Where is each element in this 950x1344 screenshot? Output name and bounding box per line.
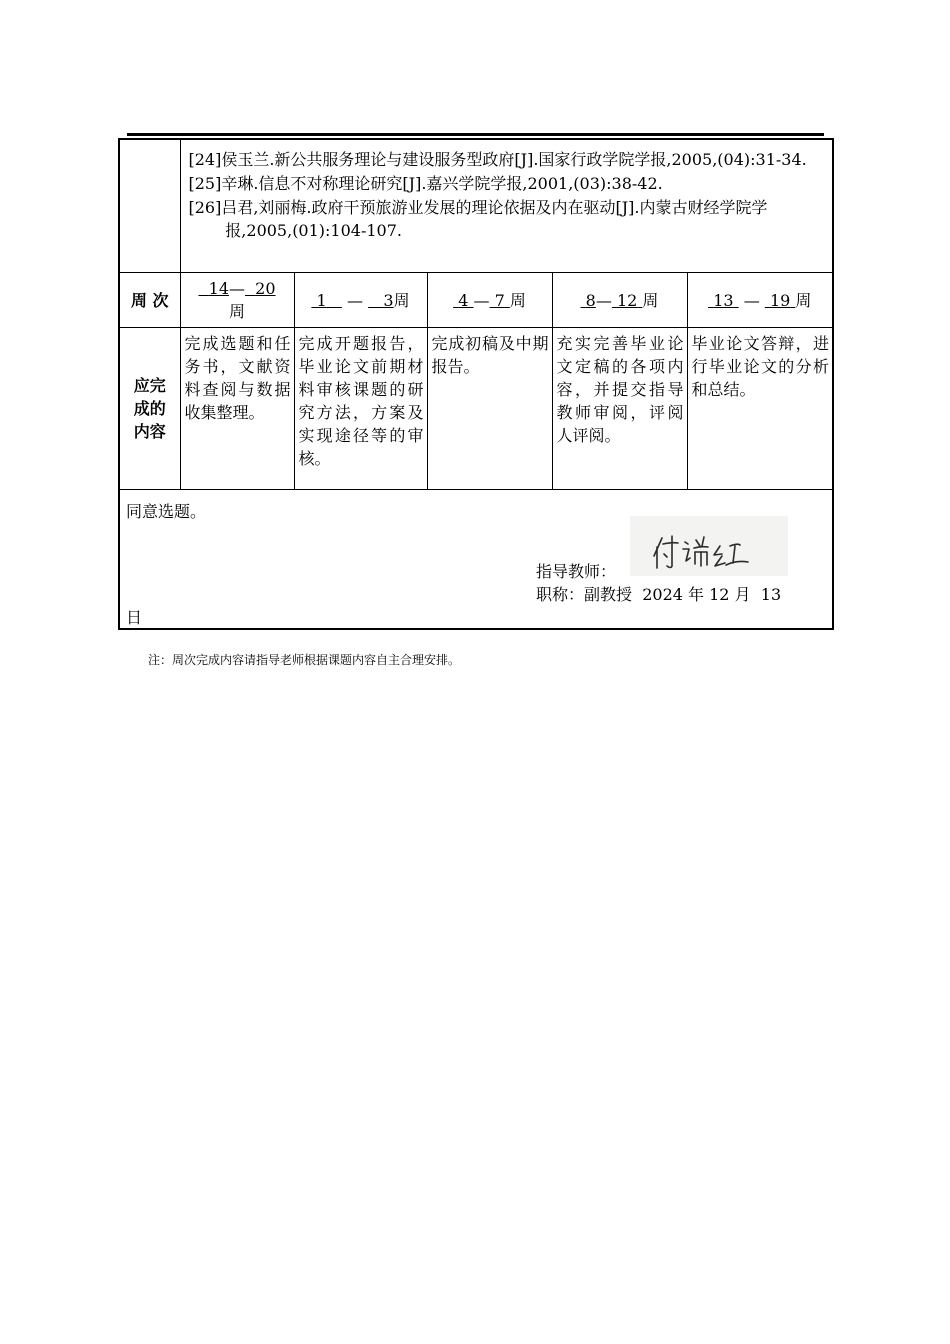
title-label: 职称： (536, 585, 585, 604)
week-range-1: 14— 20 周 (180, 273, 294, 328)
week-end: 12 (616, 290, 638, 310)
week-unit: 周 (228, 302, 245, 321)
content-row (119, 328, 833, 490)
advisor-label: 指导教师： (536, 562, 617, 581)
references-label-cell (119, 139, 180, 273)
references-row (119, 139, 833, 273)
week-range-4: 8— 12 周 (552, 273, 687, 328)
opinion-row (119, 490, 833, 630)
week-unit: 周 (795, 290, 812, 310)
week-unit: 周 (509, 290, 526, 310)
content-header: 应完 成的 内容 (119, 328, 180, 490)
week-range-5: 13 — 19 周 (687, 273, 833, 328)
week-end: 3 (383, 290, 394, 310)
week-end: 20 (255, 279, 276, 298)
week-end: 7 (494, 290, 505, 310)
title-value: 副教授 (584, 585, 633, 604)
top-rule (127, 133, 824, 136)
week-unit: 周 (393, 290, 410, 310)
week-start: 13 (713, 290, 734, 310)
week-end: 19 (769, 290, 791, 310)
content-cell-3: 完成初稿及中期报告。 (427, 328, 552, 490)
week-unit: 周 (642, 290, 659, 310)
week-range-3: 4 — 7 周 (427, 273, 552, 328)
content-cell-5: 毕业论文答辩，进行毕业论文的分析和总结。 (687, 328, 833, 490)
week-start: 4 (458, 290, 469, 310)
signature-image (630, 516, 788, 576)
week-range-2: 1 — 3周 (294, 273, 427, 328)
week-row (119, 273, 833, 328)
reference-item: [26]吕君,刘丽梅.政府干预旅游业发展的理论依据及内在驱动[J].内蒙古财经学院学报,2005,(01):104-107. (188, 198, 768, 240)
date-year: 2024 (642, 585, 683, 604)
schedule-form (118, 138, 834, 630)
references-cell (180, 139, 833, 273)
week-start: 14 (208, 279, 229, 298)
opinion-cell (119, 490, 833, 630)
date-month: 12 (709, 585, 730, 604)
title-date-line: 职称：副教授 2024 年 12 月 13 (536, 585, 782, 604)
day-unit: 日 (126, 608, 143, 627)
week-header: 周 次 (119, 273, 180, 328)
footnote: 注：周次完成内容请指导老师根据课题内容自主合理安排。 (148, 653, 461, 667)
reference-item: [25]辛琳.信息不对称理论研究[J].嘉兴学院学报,2001,(03):38-42. (188, 174, 663, 193)
content-cell-4: 充实完善毕业论文定稿的各项内容，并提交指导教师审阅，评阅人评阅。 (552, 328, 687, 490)
reference-item: [24]侯玉兰.新公共服务理论与建设服务型政府[J].国家行政学院学报,2005,(04):31-34. (188, 150, 807, 169)
signature-icon (630, 516, 788, 576)
date-day: 13 (760, 585, 782, 604)
opinion-text: 同意选题。 (126, 502, 207, 521)
content-cell-2: 完成开题报告，毕业论文前期材料审核课题的研究方法，方案及实现途径等的审核。 (294, 328, 427, 490)
week-start: 8 (585, 290, 596, 310)
content-cell-1: 完成选题和任务书，文献资料查阅与数据收集整理。 (180, 328, 294, 490)
week-start: 1 (316, 290, 327, 310)
